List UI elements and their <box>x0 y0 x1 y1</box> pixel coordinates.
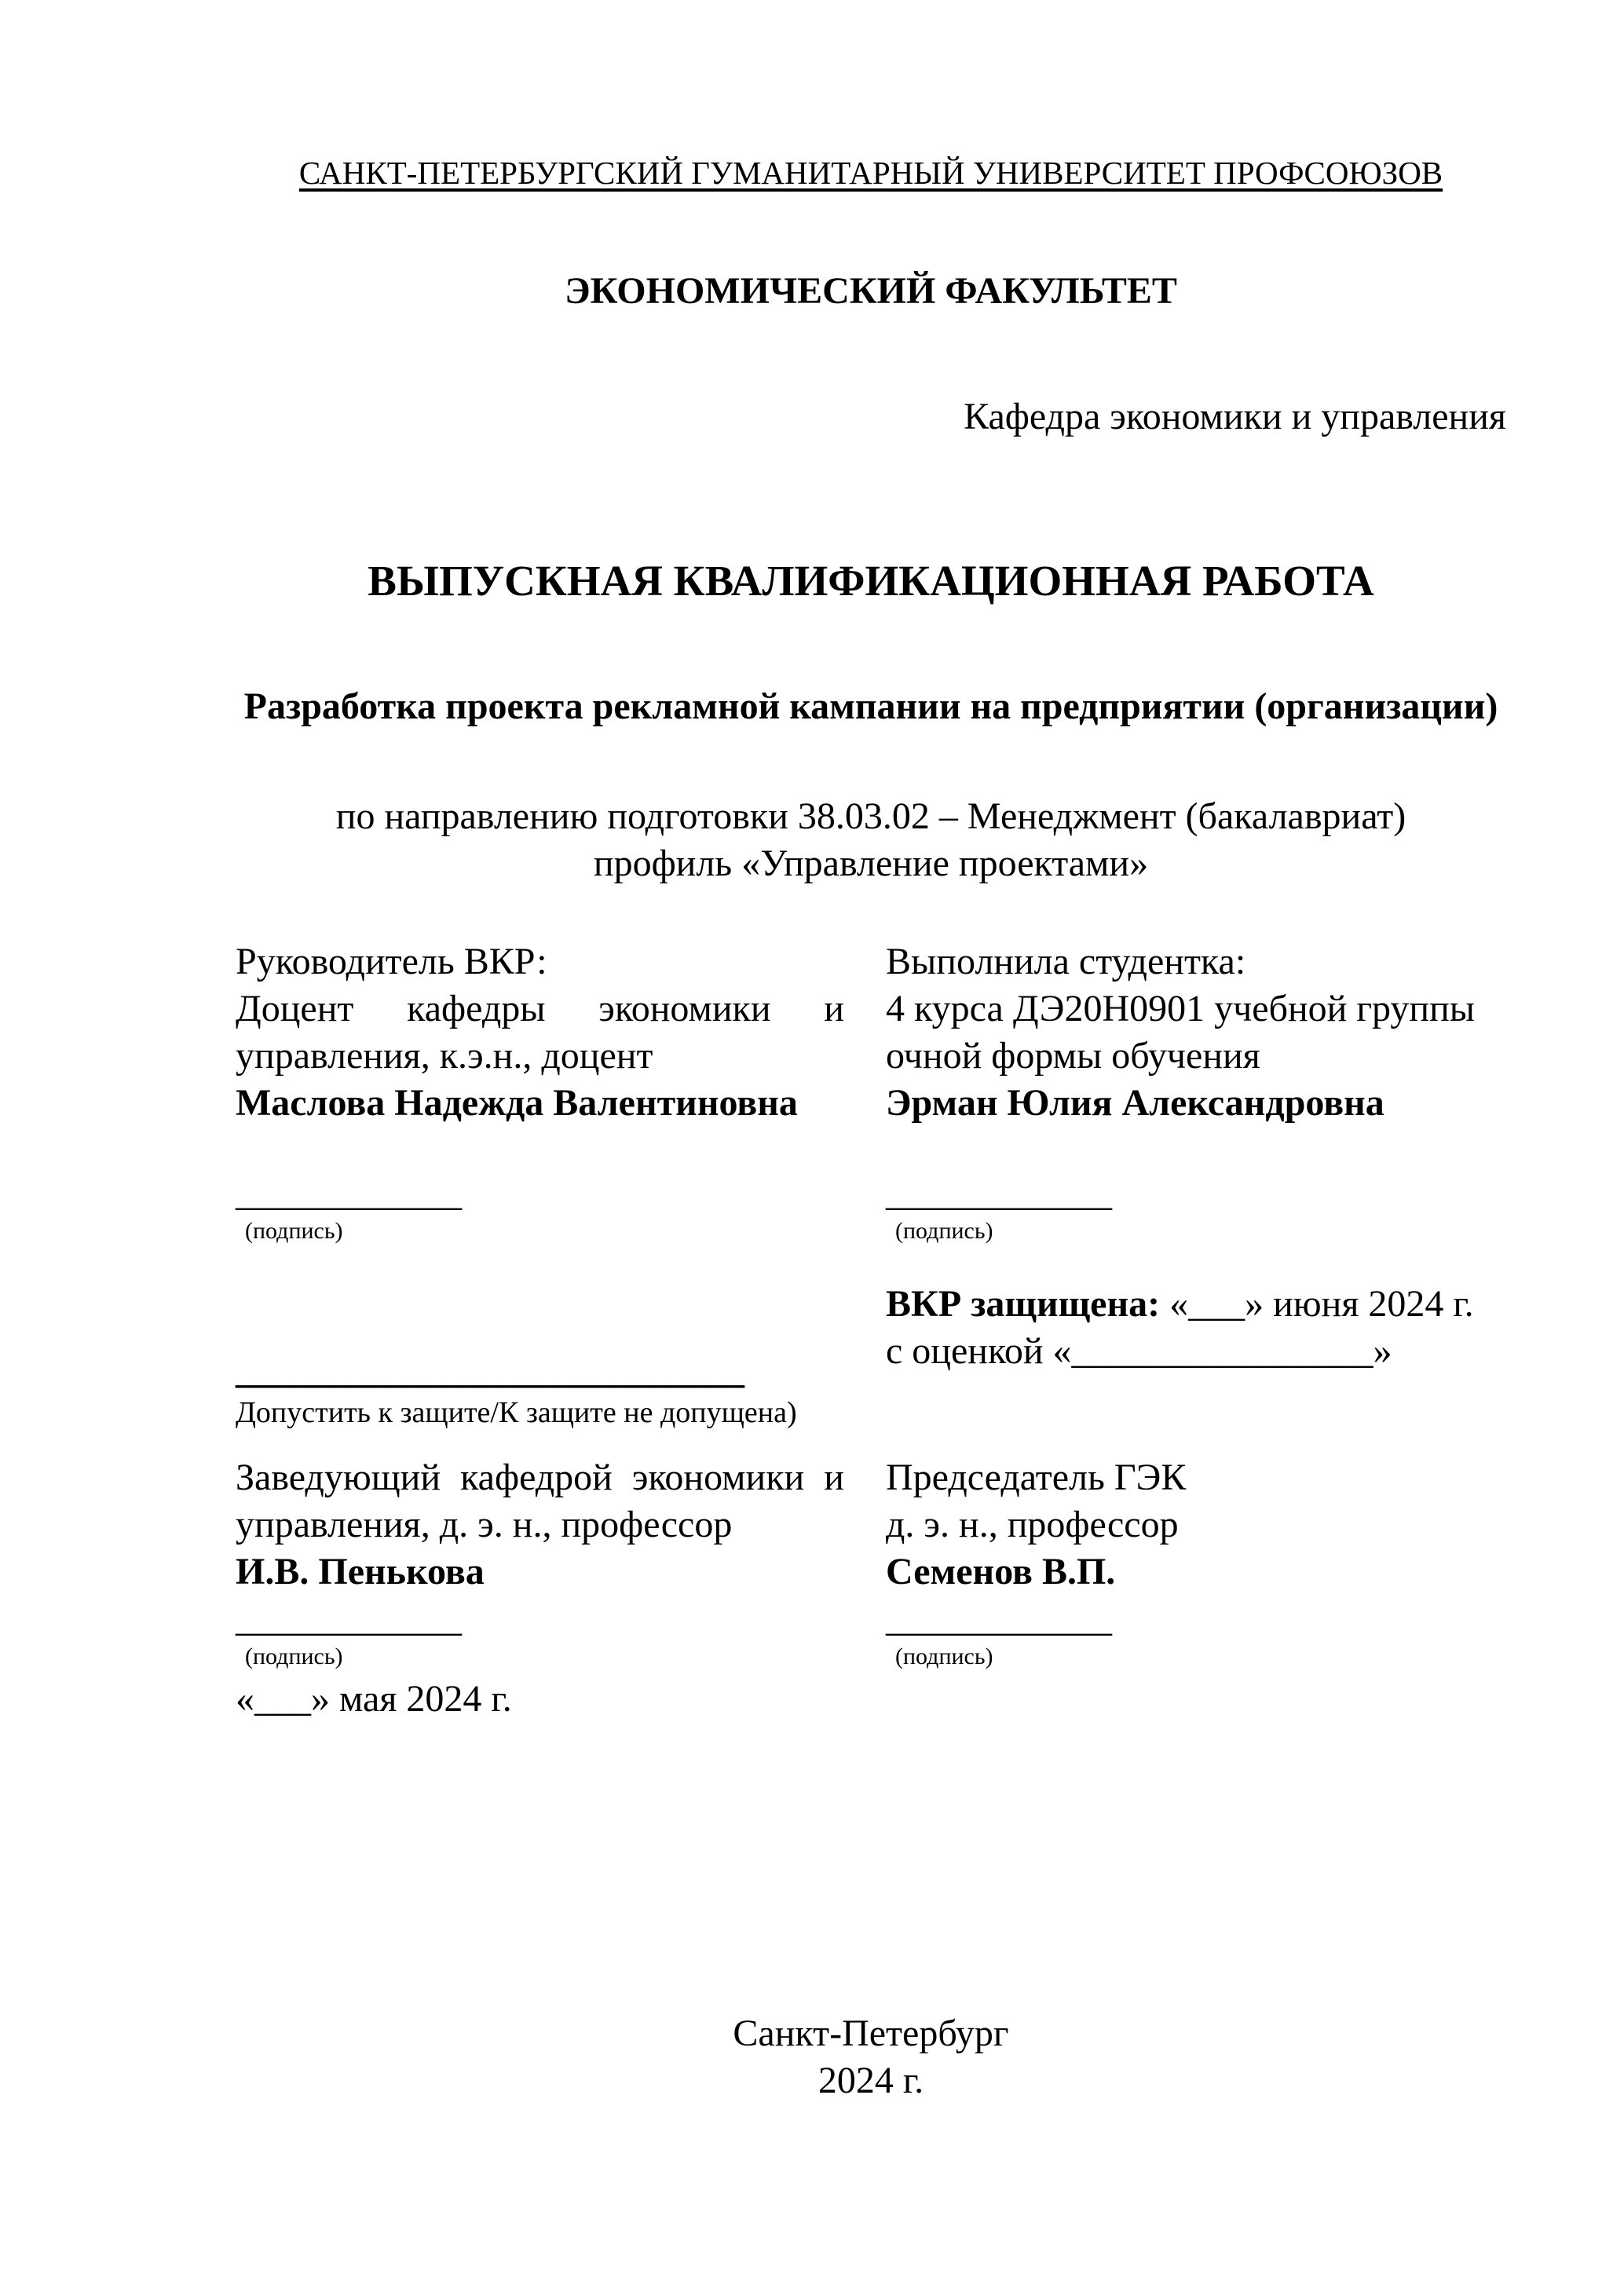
defense-grade-line: с оценкой «________________» <box>886 1330 1392 1372</box>
student-signature-label: (подпись) <box>895 1218 993 1244</box>
student-name: Эрман Юлия Александровна <box>886 1082 1384 1124</box>
footer-block <box>236 2010 1506 2104</box>
program-line-2: профиль «Управление проектами» <box>593 843 1149 884</box>
signatories-row-3 <box>236 1454 1506 1723</box>
supervisor-block <box>236 938 844 1245</box>
program-line-1: по направлению подготовки 38.03.02 – Менеджмент (бакалавриат) <box>335 795 1406 837</box>
admission-label: Допустить к защите/К защите не допущена) <box>236 1396 797 1429</box>
defense-status-line <box>886 1281 1506 1328</box>
department-name: Кафедра экономики и управления <box>964 396 1506 438</box>
supervisor-signature-label: (подпись) <box>245 1218 343 1244</box>
department-head-signature-label: (подпись) <box>245 1643 343 1669</box>
student-signature-block <box>886 1170 1506 1245</box>
student-role-label: Выполнила студентка: <box>886 941 1246 982</box>
committee-chair-position: Председатель ГЭК <box>886 1457 1187 1498</box>
department-head-name: И.В. Пенькова <box>236 1551 485 1592</box>
university-name: САНКТ-ПЕТЕРБУРГСКИЙ ГУМАНИТАРНЫЙ УНИВЕРСИТЕТ ПРОФСОЮЗОВ <box>298 155 1443 191</box>
department-head-date: «___» мая 2024 г. <box>236 1678 512 1720</box>
student-block <box>886 938 1506 1245</box>
department-head-position: Заведующий кафедрой экономики и управления, д. э. н., профессор <box>236 1457 844 1545</box>
department-head-block <box>236 1454 844 1723</box>
defense-date: «___» июня 2024 г. <box>1169 1283 1474 1325</box>
admission-signature-line: ___________________________ <box>236 1350 744 1391</box>
student-signature-line: ____________ <box>886 1172 1112 1214</box>
work-type-title: ВЫПУСКНАЯ КВАЛИФИКАЦИОННАЯ РАБОТА <box>368 557 1374 605</box>
supervisor-name: Маслова Надежда Валентиновна <box>236 1082 798 1124</box>
committee-chair-rank: д. э. н., профессор <box>886 1504 1179 1545</box>
committee-chair-name: Семенов В.П. <box>886 1551 1116 1592</box>
committee-chair-signature-label: (подпись) <box>895 1643 993 1669</box>
thesis-title: Разработка проекта рекламной кампании на предприятии (организации) <box>243 686 1498 727</box>
year-label: 2024 г. <box>817 2060 924 2101</box>
city-name: Санкт-Петербург <box>733 2013 1009 2054</box>
supervisor-signature-block <box>236 1170 844 1245</box>
admission-block <box>236 1347 844 1431</box>
department-head-signature-line: ____________ <box>236 1598 462 1640</box>
supervisor-position: Доцент кафедры экономики и управления, к.э.н., доцент <box>236 988 844 1077</box>
signatories-row-2 <box>236 1245 1506 1431</box>
signatories-row-1 <box>236 938 1506 1245</box>
supervisor-role-label: Руководитель ВКР: <box>236 941 547 982</box>
faculty-name: ЭКОНОМИЧЕСКИЙ ФАКУЛЬТЕТ <box>565 270 1177 313</box>
committee-chair-block <box>886 1454 1506 1671</box>
defense-block <box>886 1281 1506 1375</box>
student-details: 4 курса ДЭ20Н0901 учебной группы очной формы обучения <box>886 988 1476 1077</box>
program-block <box>236 793 1506 887</box>
committee-chair-signature-line: ____________ <box>886 1598 1112 1640</box>
supervisor-signature-line: ____________ <box>236 1172 462 1214</box>
defense-status-label: ВКР защищена: <box>886 1283 1161 1325</box>
